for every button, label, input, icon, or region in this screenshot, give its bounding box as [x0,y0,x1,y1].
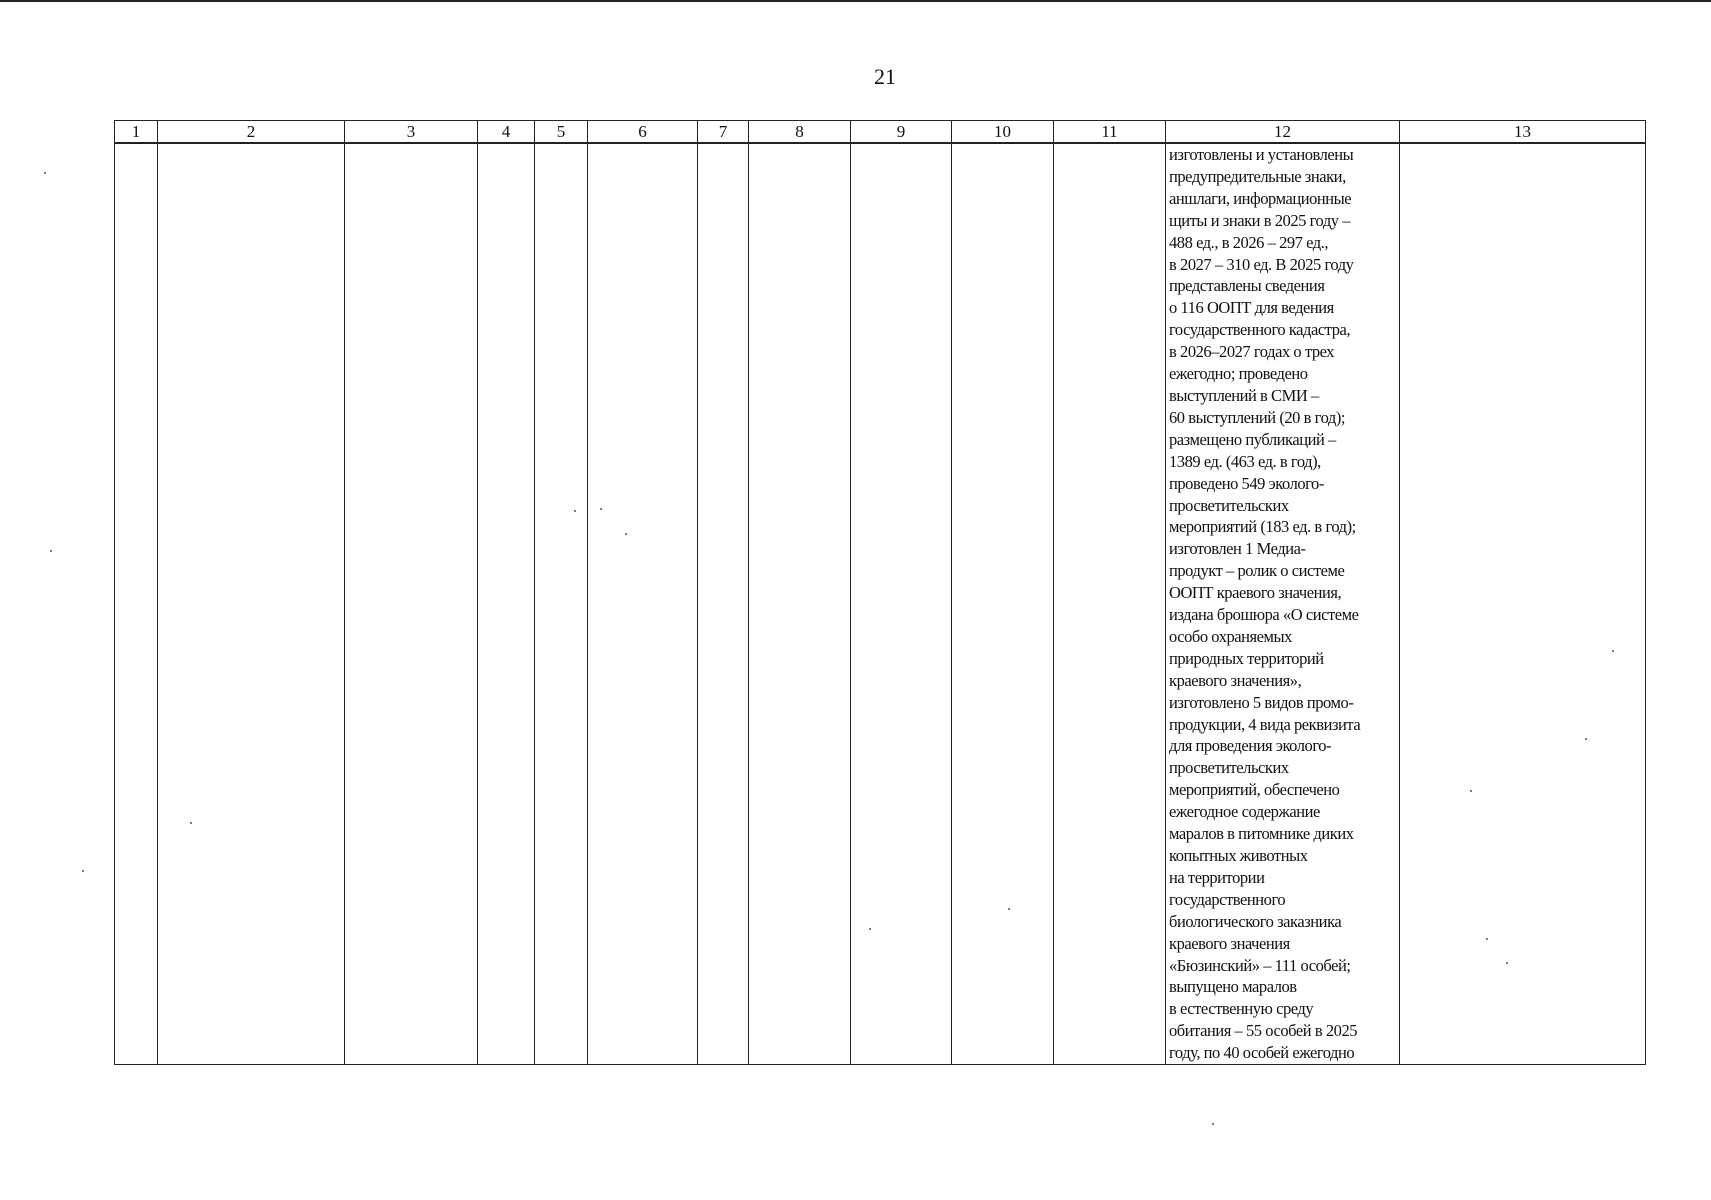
scan-speck [190,822,192,824]
column-12-line: для проведения эколого- [1169,736,1332,756]
column-header: 9 [851,121,952,144]
column-header: 6 [588,121,698,144]
table-cell-empty [345,143,478,1065]
column-header: 13 [1400,121,1646,144]
table-cell-empty [952,143,1054,1065]
column-12-line: в 2026–2027 годах о трех [1169,342,1335,362]
table-cell-empty [478,143,535,1065]
page-number: 21 [874,64,896,89]
table-cell-empty [1400,143,1646,1065]
column-header: 8 [749,121,851,144]
scan-speck [82,870,84,872]
column-12-line: государственного кадастра, [1169,320,1351,340]
column-header: 7 [698,121,749,144]
column-12-line: природных территорий [1169,648,1324,668]
column-12-line: маралов в питомнике диких [1169,824,1354,844]
column-12-line: 1389 ед. (463 ед. в год), [1169,451,1321,471]
column-12-line: просветительских [1169,495,1289,515]
column-12-line: изготовлен 1 Медиа- [1169,539,1306,559]
column-header: 1 [115,121,158,144]
column-12-line: ежегодно; проведено [1169,364,1308,384]
column-12-line: проведено 549 эколого- [1169,473,1324,493]
column-12-line: особо охраняемых [1169,626,1292,646]
table-header-row [115,121,1646,144]
column-12-line: размещено публикаций – [1169,429,1336,449]
table-cell-empty [158,143,345,1065]
table-cell-empty [588,143,698,1065]
column-12-line: выпущено маралов [1169,977,1297,997]
column-12-line: 488 ед., в 2026 – 297 ед., [1169,232,1329,252]
column-12-line: продукт – ролик о системе [1169,561,1345,581]
column-12-line: представлены сведения [1169,276,1325,296]
column-12-line: 60 выступлений (20 в год); [1169,407,1346,427]
column-12-line: государственного [1169,889,1286,909]
table-cell-empty [115,143,158,1065]
scan-speck [44,172,46,174]
column-12-line: ежегодное содержание [1169,802,1320,822]
column-12-line: издана брошюра «О системе [1169,605,1359,625]
column-header: 5 [535,121,588,144]
table-cell-empty [1054,143,1166,1065]
scan-speck [1008,908,1010,910]
column-header: 10 [952,121,1054,144]
scan-speck [600,508,602,510]
column-12-line: изготовлено 5 видов промо- [1169,692,1354,712]
table-cell-empty [698,143,749,1065]
column-12-line: мероприятий, обеспечено [1169,780,1340,800]
column-12-line: аншлаги, информационные [1169,188,1352,208]
table-cell-empty [851,143,952,1065]
column-12-line: на территории [1169,867,1265,887]
column-12-text [1166,144,1399,1064]
column-header: 3 [345,121,478,144]
column-12-line: краевого значения», [1169,670,1302,690]
column-header: 11 [1054,121,1166,144]
scan-speck [1585,738,1587,740]
column-12-line: о 116 ООПТ для ведения [1169,298,1334,318]
column-12-line: «Бюзинский» – 111 особей; [1169,955,1351,975]
scan-speck [625,533,627,535]
column-12-line: биологического заказника [1169,911,1342,931]
column-12-line: мероприятий (183 ед. в год); [1169,517,1356,537]
scan-speck [1486,938,1488,940]
column-12-line: изготовлены и установлены [1169,145,1354,164]
column-header: 2 [158,121,345,144]
column-12-line: году, по 40 особей ежегодно [1169,1043,1355,1063]
table-row [115,143,1646,1065]
column-12-line: выступлений в СМИ – [1169,385,1319,405]
scan-speck [1470,790,1472,792]
column-12-line: ООПТ краевого значения, [1169,583,1342,603]
scan-speck [50,550,52,552]
scan-speck [1612,650,1614,652]
column-header: 4 [478,121,535,144]
column-header: 12 [1166,121,1400,144]
column-12-line: копытных животных [1169,846,1308,865]
table-cell-empty [535,143,588,1065]
data-table [114,120,1646,1065]
scan-speck [574,510,576,512]
scan-speck [1506,962,1508,964]
table-cell-column-12 [1166,143,1400,1065]
column-12-line: предупредительные знаки, [1169,166,1346,186]
scan-top-edge [0,0,1711,2]
column-12-line: просветительских [1169,758,1289,778]
column-12-line: в естественную среду [1169,999,1314,1019]
scan-speck [1212,1123,1214,1125]
column-12-line: в 2027 – 310 ед. В 2025 году [1169,254,1354,274]
column-12-line: продукции, 4 вида реквизита [1169,714,1361,734]
scan-speck [869,928,871,930]
column-12-line: обитания – 55 особей в 2025 [1169,1021,1358,1041]
column-12-line: краевого значения [1169,933,1290,953]
table-cell-empty [749,143,851,1065]
column-12-line: щиты и знаки в 2025 году – [1169,210,1351,230]
